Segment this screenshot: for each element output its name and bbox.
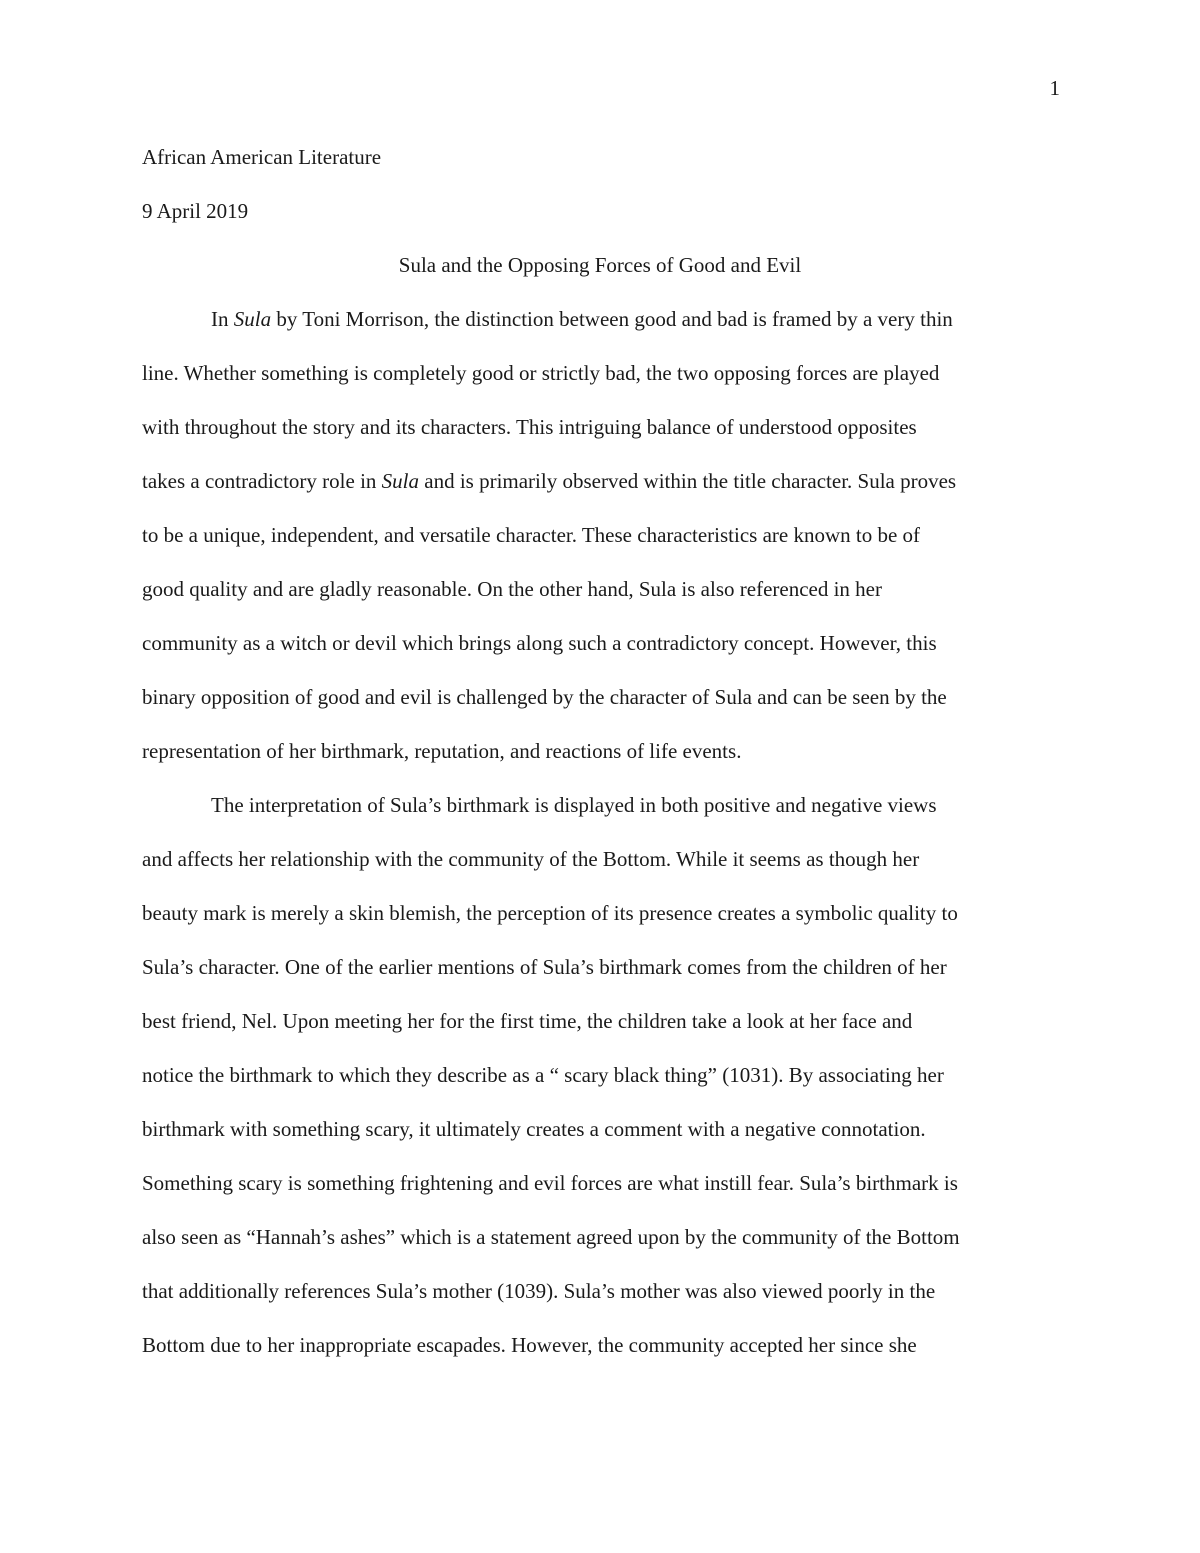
body-line: community as a witch or devil which brings along such a contradictory concept. However, this (142, 631, 937, 655)
body-line: that additionally references Sula’s mother (1039). Sula’s mother was also viewed poorly in the (142, 1279, 936, 1303)
body-line: birthmark with something scary, it ultimately creates a comment with a negative connotation. (142, 1117, 926, 1141)
body-line: representation of her birthmark, reputation, and reactions of life events. (142, 739, 742, 763)
book-title-italic: Sula (233, 307, 272, 331)
body-line: best friend, Nel. Upon meeting her for the first time, the children take a look at her face and (142, 1009, 913, 1033)
page-number: 1 (1049, 76, 1060, 100)
body-line: Bottom due to her inappropriate escapades. However, the community accepted her since she (142, 1333, 917, 1357)
body-line: takes a contradictory role in Sula and is primarily observed within the title character. Sula proves (142, 469, 957, 493)
body-line: and affects her relationship with the community of the Bottom. While it seems as though her (142, 847, 920, 871)
essay-date: 9 April 2019 (142, 199, 249, 223)
body-line: In Sula by Toni Morrison, the distinction between good and bad is framed by a very thin (211, 307, 953, 331)
body-line: beauty mark is merely a skin blemish, the perception of its presence creates a symbolic quality to (142, 901, 958, 925)
body-line: to be a unique, independent, and versatile character. These characteristics are known to be of (142, 523, 921, 547)
essay-title: Sula and the Opposing Forces of Good and Evil (398, 253, 802, 277)
body-line: Something scary is something frightening and evil forces are what instill fear. Sula’s birthmark is (142, 1171, 958, 1195)
body-line: good quality and are gladly reasonable. On the other hand, Sula is also referenced in her (142, 577, 882, 601)
book-title-italic: Sula (381, 469, 419, 493)
course-name: African American Literature (142, 145, 382, 169)
body-line: notice the birthmark to which they describe as a “ scary black thing” (1031). By associating her (142, 1063, 944, 1087)
body-line: binary opposition of good and evil is challenged by the character of Sula and can be seen by the (142, 685, 947, 709)
body-line: also seen as “Hannah’s ashes” which is a statement agreed upon by the community of the Bottom (142, 1225, 960, 1249)
body-line: with throughout the story and its characters. This intriguing balance of understood opposites (142, 415, 917, 439)
body-line: line. Whether something is completely good or strictly bad, the two opposing forces are played (142, 361, 940, 385)
body-line: Sula’s character. One of the earlier mentions of Sula’s birthmark comes from the children of her (142, 955, 947, 979)
body-line: The interpretation of Sula’s birthmark is displayed in both positive and negative views (211, 793, 937, 817)
